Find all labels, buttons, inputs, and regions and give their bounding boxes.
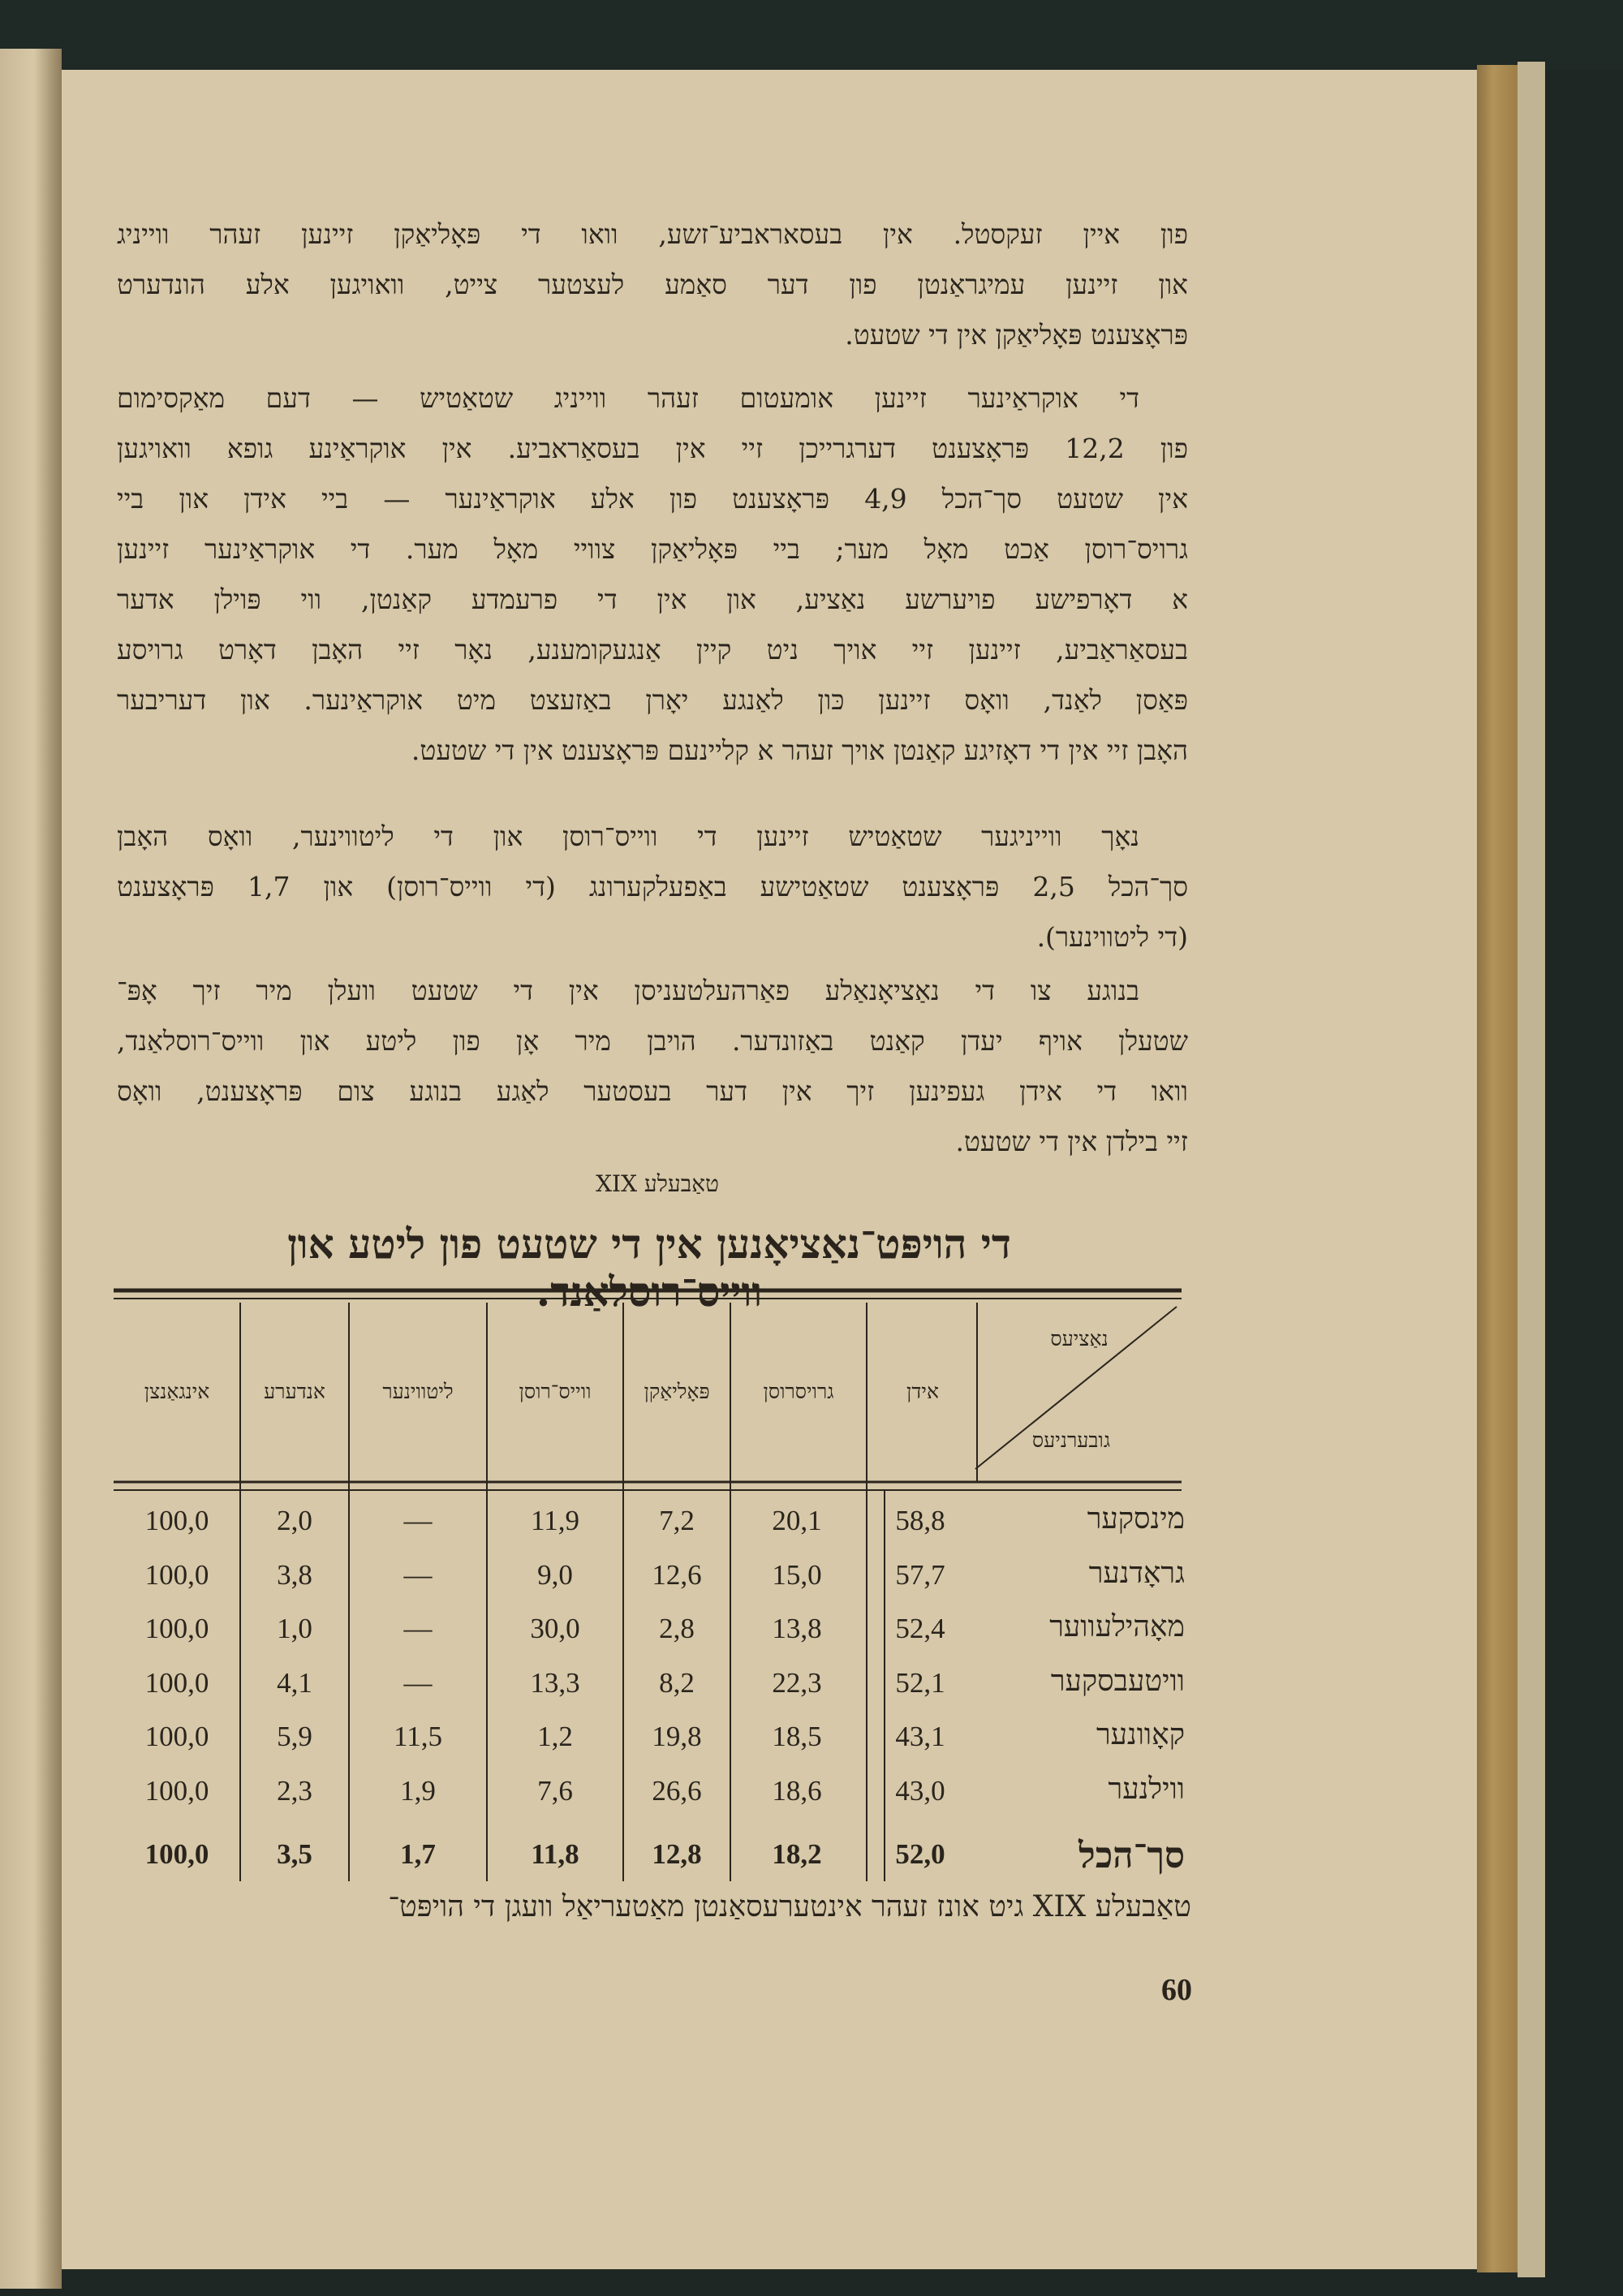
table-cell: 18,2 [772, 1838, 822, 1870]
table-cell: 1,9 [400, 1774, 436, 1807]
row-label: מינסקער [1087, 1502, 1185, 1536]
table-cell: 1,2 [537, 1721, 573, 1752]
table-cell: 100,0 [144, 1505, 209, 1536]
table-cell: 2,0 [277, 1505, 312, 1536]
table-cell: 58,8 [895, 1505, 945, 1536]
table-cell: 20,1 [772, 1505, 822, 1536]
table-cell: 52,1 [895, 1666, 945, 1699]
table-cell: 100,0 [144, 1613, 209, 1644]
row-label: סך־הכל [1078, 1835, 1185, 1876]
table-cell: 11,8 [531, 1838, 579, 1870]
table-cell: 43,1 [895, 1721, 945, 1752]
table-cell: — [403, 1613, 433, 1644]
table-cell: 1,7 [400, 1838, 436, 1870]
table-cell: 1,0 [277, 1613, 312, 1644]
table-cell: 100,0 [144, 1721, 209, 1752]
column-header: אנדערע [264, 1380, 325, 1403]
text-line: סך־הכל 2,5 פּראָצענט שטאַטישע באַפעלקערונג (די ווייס־רוסן) און 1,7 פּראָצענט [117, 871, 1188, 902]
table-cell: — [403, 1558, 433, 1591]
table-cell: 2,8 [659, 1613, 695, 1644]
table-cell: 11,5 [394, 1721, 442, 1752]
corner-bottom-label: גובערניעס [1031, 1428, 1111, 1452]
text-line: זיי בילדן אין די שטעט. [955, 1126, 1188, 1157]
table-cell: 52,4 [895, 1613, 945, 1644]
text-line: די אוקראַינער זיינען אומעטום זעהר ווייניג שטאַטיש — דעם מאַקסימום [117, 382, 1139, 414]
table-cell: 18,6 [772, 1774, 822, 1807]
text-line: פון 12,2 פּראָצענט דערגרייכן זיי אין בעסאַראביע. אין אוקראַינע גופא וואויגען [117, 433, 1188, 464]
table-cell: 52,0 [895, 1838, 945, 1870]
table-cell: 5,9 [277, 1721, 312, 1752]
table-cell: 100,0 [144, 1838, 209, 1870]
table-caption: טאַבעלע XIX [596, 1170, 719, 1197]
row-label: מאָהילעווער [1049, 1610, 1185, 1643]
table-cell: 19,8 [652, 1721, 702, 1752]
table-cell: 100,0 [144, 1558, 209, 1591]
column-header: אידן [906, 1380, 939, 1403]
table-cell: 11,9 [531, 1505, 579, 1536]
table-cell: 2,3 [277, 1774, 312, 1807]
text-line: אין שטעט סך־הכל 4,9 פּראָצענט פון אלע אוקראַינער — ביי אידן און ביי [117, 483, 1188, 515]
table-cell: 18,5 [772, 1721, 822, 1752]
column-header: ליטווינער [382, 1380, 454, 1403]
table-cell: 4,1 [277, 1666, 312, 1699]
text-line: וואו די אידן געפינען זיך אין דער בעסטער לאַגע בנוגע צום פּראָצענט, וואָס [117, 1075, 1188, 1107]
table-cell: 43,0 [895, 1774, 945, 1807]
row-label: ווילנער [1108, 1772, 1185, 1806]
text-line: פון איין זעקסטל. אין בעסאראביע־זשע, וואו די פּאָליאַקן זיינען זעהר ווייניג [117, 218, 1188, 250]
table-cell: 22,3 [772, 1666, 822, 1699]
text-line: א דאָרפישע פויערשע נאַציע, און אין די פרעמדע קאַנטן, ווי פּוילן אדער [117, 584, 1188, 615]
row-label: גראָדנער [1088, 1556, 1185, 1590]
text-line: האָבן זיי אין די דאָזיגע קאַנטן אויך זעהר א קליינעם פּראָצענט אין די שטעט. [411, 734, 1188, 766]
column-header: ווייס־רוסן [519, 1380, 592, 1403]
column-header: גרויסרוסן [763, 1380, 834, 1403]
table-cell: — [403, 1666, 433, 1699]
text-line: און זיינען עמיגראַנטן פון דער סאַמע לעצטער צייט, וואויגען אלע הונדערט [117, 269, 1188, 300]
table-cell: 13,3 [530, 1666, 580, 1699]
row-label: וויטעבסקער [1050, 1664, 1185, 1698]
column-header: פּאָליאַקן [644, 1380, 710, 1403]
text-line: פּראָצענט פּאָליאַקן אין די שטעט. [845, 319, 1188, 351]
text-line: (די ליטווינער). [1036, 921, 1188, 953]
text-line: נאָך ווייניגער שטאַטיש זיינען די ווייס־רוסן און די ליטווינער, וואָס האָבן [117, 821, 1139, 852]
table-cell: 7,6 [537, 1774, 573, 1807]
text-line: שטעלן אויף יעדן קאַנט באַזונדער. הויבן מיר אָן פון ליטע און ווייס־רוסלאַנד, [117, 1025, 1188, 1057]
corner-top-label: נאַציעס [1050, 1327, 1109, 1350]
table-cell: 100,0 [144, 1774, 209, 1807]
table-cell: 9,0 [537, 1558, 573, 1591]
table-cell: 100,0 [144, 1666, 209, 1699]
table-cell: — [403, 1505, 433, 1536]
text-line: טאַבעלע XIX גיט אונז זעהר אינטערעסאַנטן מאַטעריאַל וועגן די הויפּט־ [388, 1890, 1191, 1923]
table-cell: 30,0 [530, 1613, 580, 1644]
table-cell: 3,8 [277, 1558, 312, 1591]
table-cell: 8,2 [659, 1666, 695, 1699]
text-line: בעסאַראַביע, זיינען זיי אויך ניט קיין אַנגעקומענע, נאָר זיי האָבן דאָרט גרויסע [117, 634, 1188, 666]
text-line: פּאַסן לאַנד, וואָס זיינען כּון לאַנגע יאָרן באַזעצט מיט אוקראַינער. און דעריבער [117, 684, 1188, 716]
table-cell: 57,7 [895, 1558, 945, 1591]
page-number: 60 [1161, 1973, 1192, 2007]
table-cell: 3,5 [277, 1838, 312, 1870]
text-line: בנוגע צו די נאַציאָנאַלע פאַרהעלטעניסן אין די שטעט וועלן מיר זיך אָפּ־ [117, 975, 1139, 1006]
table-cell: 26,6 [652, 1774, 702, 1807]
column-header: אינגאַנצן [144, 1380, 210, 1403]
table-cell: 12,6 [652, 1558, 702, 1591]
row-label: קאָוונער [1096, 1718, 1185, 1751]
table-cell: 13,8 [772, 1613, 822, 1644]
table-cell: 7,2 [659, 1505, 695, 1536]
table-cell: 12,8 [652, 1838, 702, 1870]
table-title: די הויפּט־נאַציאָנען אין די שטעט פון ליטע און ווייס־רוסלאַנד. [287, 1220, 1011, 1316]
table-cell: 15,0 [772, 1558, 822, 1591]
text-line: גרויס־רוסן אַכט מאָל מער; ביי פּאָליאַקן צוויי מאָל מער. די אוקראַינער זיינען [117, 533, 1188, 565]
